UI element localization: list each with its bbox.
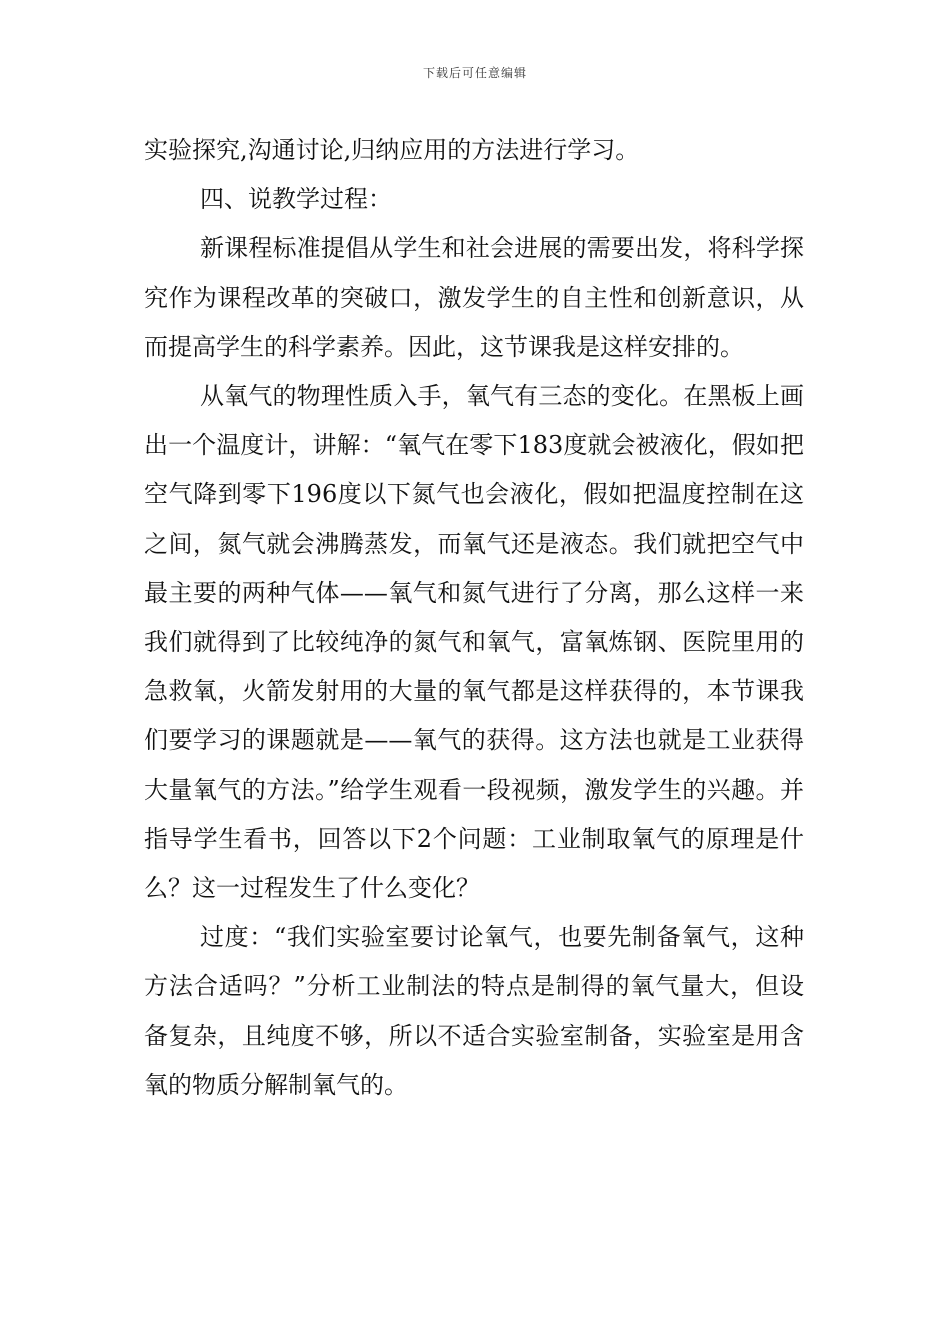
page-header-note: 下载后可任意编辑	[422, 66, 527, 80]
paragraph-oxygen-physical-properties: 从氧气的物理性质入手，氧气有三态的变化。在黑板上画出一个温度计，讲解：“氧气在零下183度就会被液化，假如把空气降到零下196度以下氮气也会液化，假如把温度控制在这之间，氮气就会沸腾蒸发，而氧气还是液态。我们就把空气中最主要的两种气体——氧气和氮气进行了分离，那么这样一来我们就得到了比较纯净的氮气和氧气，富氧炼钢、医院里用的急救氧，火箭发射用的大量的氧气都是这样获得的，本节课我们要学习的课题就是——氧气的获得。这方法也就是工业获得大量氧气的方法。”给学生观看一段视频，激发学生的兴趣。并指导学生看书，回答以下2个问题：工业制取氧气的原理是什么？这一过程发生了什么变化？	[144, 382, 804, 903]
paragraph-continuation: 实验探究,沟通讨论,归纳应用的方法进行学习。	[144, 136, 640, 164]
paragraph-curriculum-standard: 新课程标准提倡从学生和社会进展的需要出发，将科学探究作为课程改革的突破口，激发学生的自主性和创新意识，从而提高学生的科学素养。因此，这节课我是这样安排的。	[144, 234, 804, 361]
section-heading-teaching-process: 四、说教学过程：	[200, 185, 392, 214]
document-body	[144, 126, 804, 1110]
paragraph-transition: 过度：“我们实验室要讨论氧气，也要先制备氧气，这种方法合适吗？”分析工业制法的特点是制得的氧气量大，但设备复杂，且纯度不够，所以不适合实验室制备，实验室是用含氧的物质分解制氧气的。	[144, 923, 804, 1099]
